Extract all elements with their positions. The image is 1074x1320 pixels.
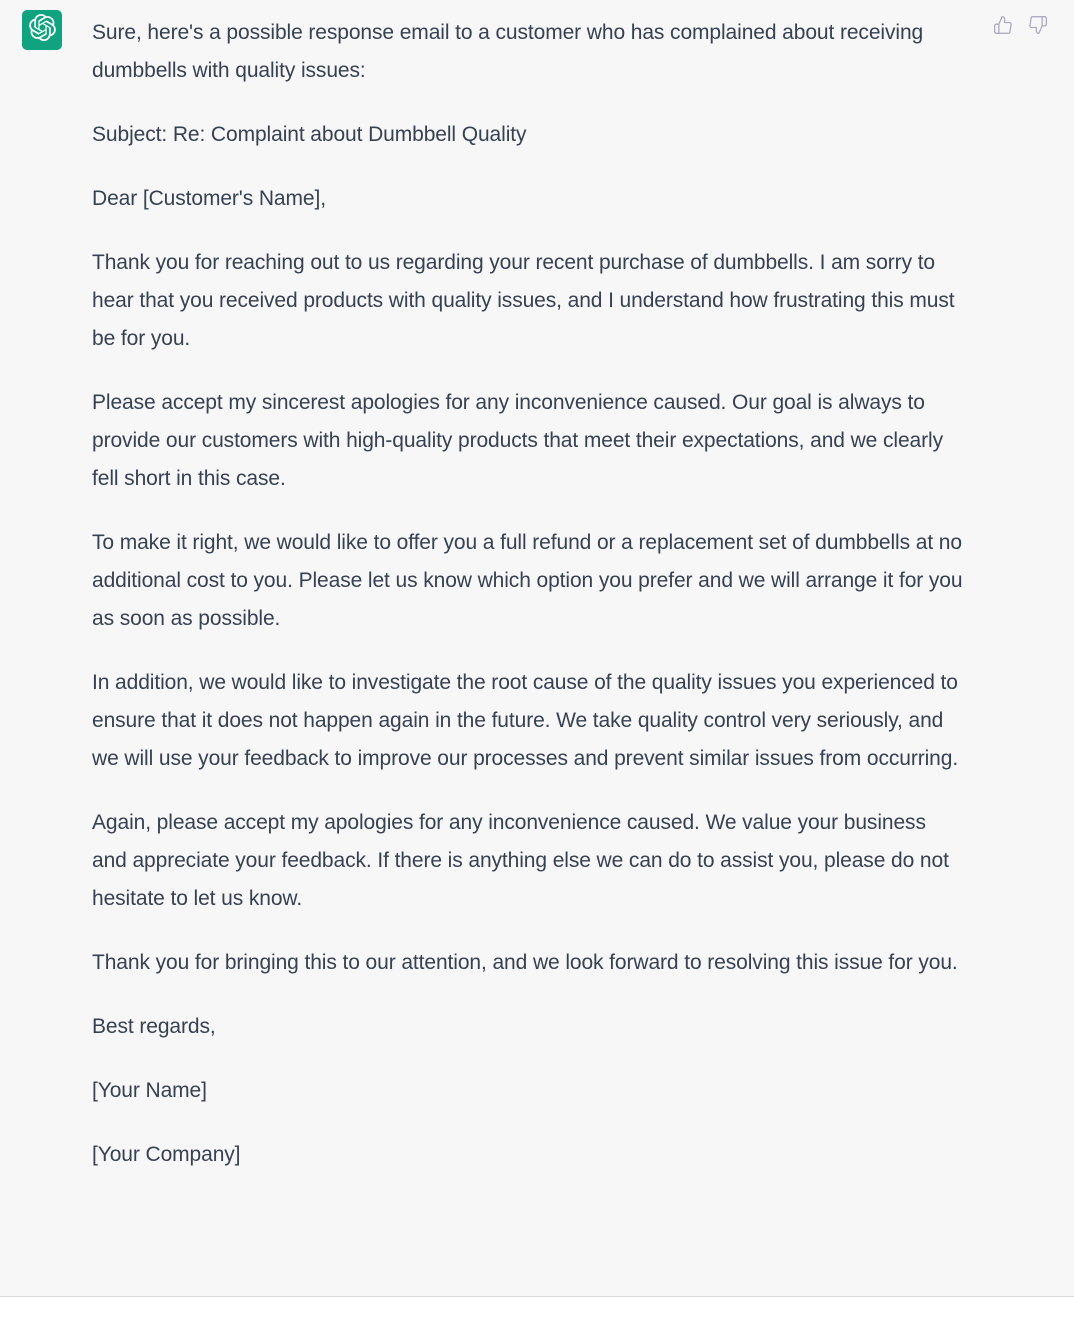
message-paragraph: Sure, here's a possible response email to a customer who has complained about receiving dumbbells with quality issues: (92, 21, 924, 82)
message-paragraph: Please accept my sincerest apologies for any inconvenience caused. Our goal is always to provide our customers with high-quality products that meet their expectations, and we clearly fell short in this case. (92, 391, 943, 490)
message-paragraph-subject: Subject: Re: Complaint about Dumbbell Quality (92, 123, 527, 146)
message-paragraph-company-placeholder: [Your Company] (92, 1143, 241, 1166)
message-paragraph: Again, please accept my apologies for any inconvenience caused. We value your business and appreciate your feedback. If there is anything else we can do to assist you, please do not hesitate to let us know. (92, 811, 949, 910)
assistant-avatar (22, 10, 62, 50)
openai-logo-icon (29, 14, 56, 46)
message-paragraph: To make it right, we would like to offer you a full refund or a replacement set of dumbbells at no additional cost to you. Please let us know which option you prefer and we will arrange it for you as soon as possible. (92, 531, 963, 630)
message-actions (993, 9, 1048, 38)
thumbs-down-button[interactable] (1028, 15, 1048, 38)
message-paragraph-name-placeholder: [Your Name] (92, 1079, 207, 1102)
message-paragraph-salutation: Dear [Customer's Name], (92, 187, 326, 210)
thumbs-up-button[interactable] (993, 15, 1013, 38)
thumbs-down-icon (1028, 15, 1048, 38)
page-background-area (0, 1297, 1074, 1319)
message-content (92, 9, 964, 1200)
thumbs-up-icon (993, 15, 1013, 38)
message-paragraph: Thank you for reaching out to us regarding your recent purchase of dumbbells. I am sorry to hear that you received products with quality issues, and I understand how frustrating this must be for you. (92, 251, 955, 350)
message-paragraph: In addition, we would like to investigate the root cause of the quality issues you experienced to ensure that it does not happen again in the future. We take quality control very seriously, and we will use your feedback to improve our processes and prevent similar issues from occurring. (92, 671, 959, 770)
message-paragraph: Thank you for bringing this to our attention, and we look forward to resolving this issue for you. (92, 951, 958, 974)
message-paragraph-signoff: Best regards, (92, 1015, 216, 1038)
